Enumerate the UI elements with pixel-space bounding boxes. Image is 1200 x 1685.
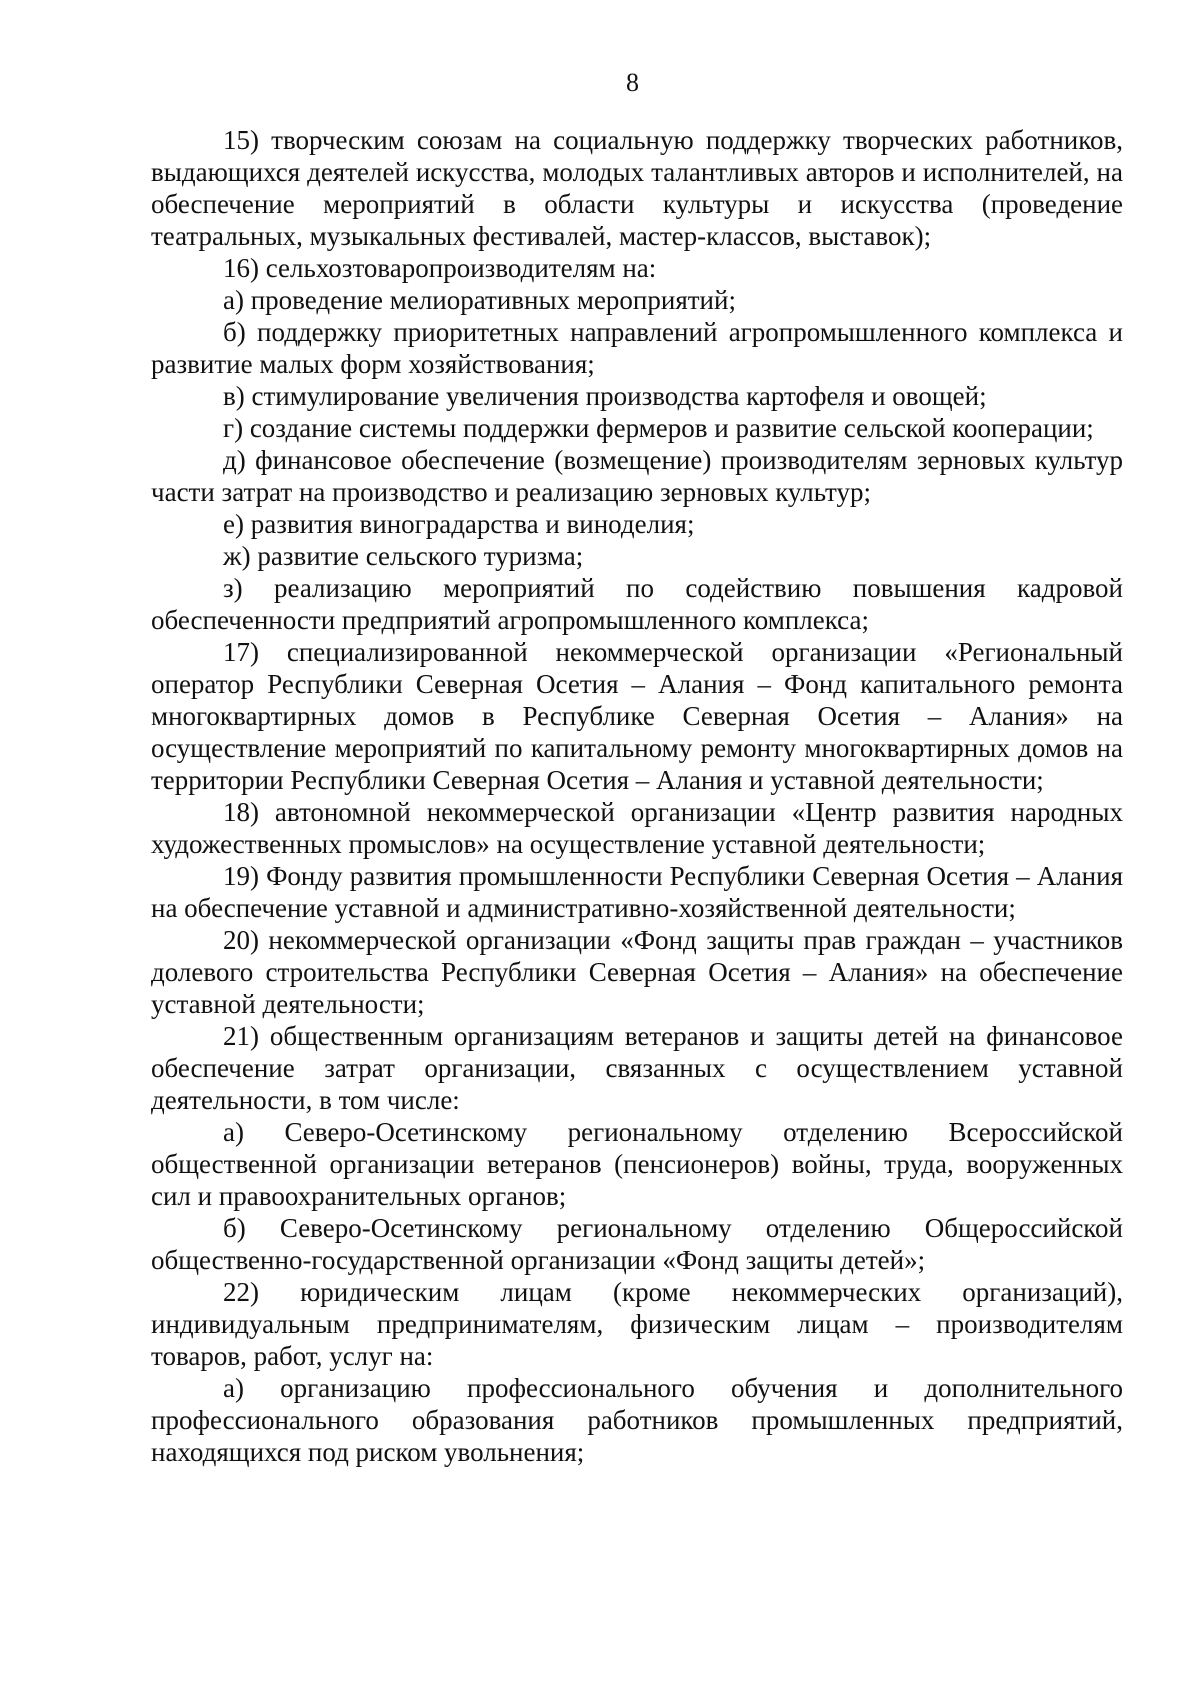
paragraph-21-b: б) Северо-Осетинскому региональному отделению Общероссийской общественно-государственной организации «Фонд защиты детей»; [151, 1213, 1123, 1275]
paragraph-22: 22) юридическим лицам (кроме некоммерческих организаций), индивидуальным предпринимателям, физическим лицам – производителям товаров, работ, услуг на: [151, 1277, 1123, 1371]
paragraph-16-zh: ж) развитие сельского туризма; [223, 541, 584, 571]
paragraph-16-z: з) реализацию мероприятий по содействию повышения кадровой обеспеченности предприятий агропромышленного комплекса; [151, 573, 1123, 635]
page-number: 8 [626, 68, 639, 97]
paragraph-16: 16) сельхозтоваропроизводителям на: [223, 253, 657, 283]
paragraph-18: 18) автономной некоммерческой организации «Центр развития народных художественных промыслов» на осуществление уставной деятельности; [151, 797, 1123, 859]
paragraph-21-a: а) Северо-Осетинскому региональному отделению Всероссийской общественной организации ветеранов (пенсионеров) войны, труда, вооруженных сил и правоохранительных органов; [151, 1117, 1123, 1211]
document-body [151, 124, 1123, 1468]
paragraph-22-a: а) организацию профессионального обучения и дополнительного профессионального образования работников промышленных предприятий, находящихся под риском увольнения; [151, 1373, 1123, 1467]
paragraph-16-e: е) развития виноградарства и виноделия; [223, 509, 695, 539]
paragraph-19: 19) Фонду развития промышленности Республики Северная Осетия – Алания на обеспечение уставной и административно-хозяйственной деятельности; [151, 861, 1123, 923]
paragraph-16-v: в) стимулирование увеличения производства картофеля и овощей; [223, 381, 987, 411]
paragraph-15: 15) творческим союзам на социальную поддержку творческих работников, выдающихся деятелей искусства, молодых талантливых авторов и исполнителей, на обеспечение мероприятий в области культуры и искусства (проведение театральных, музыкальных фестивалей, мастер-классов, выставок); [151, 125, 1123, 251]
paragraph-16-b: б) поддержку приоритетных направлений агропромышленного комплекса и развитие малых форм хозяйствования; [151, 317, 1123, 379]
paragraph-21: 21) общественным организациям ветеранов и защиты детей на финансовое обеспечение затрат организации, связанных с осуществлением уставной деятельности, в том числе: [151, 1021, 1123, 1115]
paragraph-16-a: а) проведение мелиоративных мероприятий; [223, 285, 736, 315]
paragraph-16-g: г) создание системы поддержки фермеров и развитие сельской кооперации; [223, 413, 1094, 443]
paragraph-20: 20) некоммерческой организации «Фонд защиты прав граждан – участников долевого строительства Республики Северная Осетия – Алания» на обеспечение уставной деятельности; [151, 925, 1123, 1019]
paragraph-17: 17) специализированной некоммерческой организации «Региональный оператор Республики Северная Осетия – Алания – Фонд капитального ремонта многоквартирных домов в Республике Северная Осетия – Алания» на осуществление мероприятий по капитальному ремонту многоквартирных домов на территории Республики Северная Осетия – Алания и уставной деятельности; [151, 637, 1123, 795]
paragraph-16-d: д) финансовое обеспечение (возмещение) производителям зерновых культур части затрат на производство и реализацию зерновых культур; [151, 445, 1123, 507]
